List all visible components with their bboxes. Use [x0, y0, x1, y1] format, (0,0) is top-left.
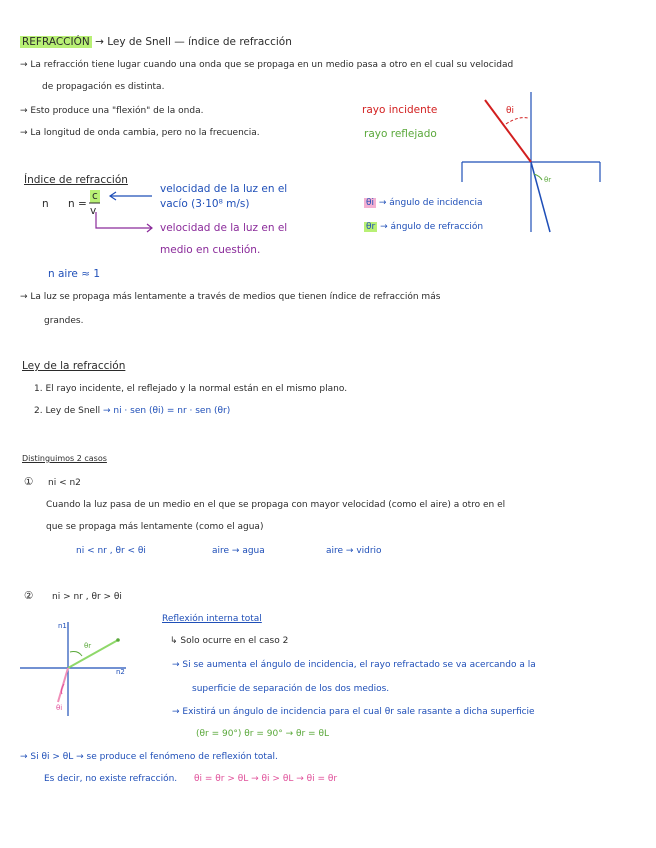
formula-n: n =	[68, 198, 87, 210]
v-description-1: velocidad de la luz en el	[160, 222, 288, 234]
formula-c: c	[92, 190, 98, 202]
c-description-2: vacío (3·10⁸ m/s)	[160, 198, 250, 210]
index-note-1: → La luz se propaga más lentamente a través de medios que tienen índice de refracción más	[20, 292, 441, 302]
legend-i-text: → ángulo de incidencia	[378, 198, 483, 208]
index-note-1b: grandes.	[44, 316, 84, 326]
case-2-number: ②	[24, 590, 34, 602]
tir-heading: Reflexión interna total	[162, 614, 262, 624]
case-2-condition: ni > nr , θr > θi	[52, 592, 122, 602]
intro-line-2: → Esto produce una "flexión" de la onda.	[20, 106, 204, 116]
case2-theta-i: θi	[56, 704, 63, 712]
cases-heading: Distinguimos 2 casos	[22, 454, 107, 463]
reflected-ray-label: rayo reflejado	[364, 128, 437, 140]
case-1-example-1: aire → agua	[212, 546, 265, 556]
law-item-1: 1. El rayo incidente, el reflejado y la normal están en el mismo plano.	[34, 384, 348, 394]
law-item-2-label: 2. Ley de Snell	[34, 406, 101, 416]
final-line-1: → Si θi > θL → se produce el fenómeno de reflexión total.	[20, 752, 278, 762]
formula-v: v	[90, 205, 97, 217]
incident-ray	[485, 100, 531, 162]
tir-line-3b: (θr = 90°) θr = 90° → θr = θL	[196, 729, 329, 739]
intro-line-1b: de propagación es distinta.	[42, 82, 165, 92]
case2-theta-r: θr	[84, 642, 92, 650]
legend-r-symbol: θr	[366, 222, 376, 232]
c-description-1: velocidad de la luz en el	[160, 183, 288, 195]
case-1-number: ①	[24, 476, 34, 488]
final-line-2-text: Es decir, no existe refracción.	[44, 774, 178, 784]
final-equation: θi = θr > θL → θi > θL → θi = θr	[194, 774, 338, 784]
refracted-ray	[531, 162, 550, 232]
tir-line-1: ↳ Solo ocurre en el caso 2	[170, 636, 289, 646]
index-heading: Índice de refracción	[24, 174, 128, 186]
refracted-ray-tip	[116, 638, 120, 642]
tir-line-3: → Existirá un ángulo de incidencia para el cual θr sale rasante a dicha superficie	[172, 707, 535, 717]
legend-i-symbol: θi	[366, 198, 375, 208]
case-1-text-1: Cuando la luz pasa de un medio en el que se propaga con mayor velocidad (como el aire) a otro en el	[46, 500, 506, 510]
case-1-relation: ni < nr , θr < θi	[76, 546, 146, 556]
v-description-2: medio en cuestión.	[160, 244, 261, 256]
axis-n1-label: n1	[58, 622, 67, 630]
n-air: n aire ≈ 1	[48, 268, 101, 280]
incident-ray-label: rayo incidente	[362, 104, 438, 116]
intro-line-3: → La longitud de onda cambia, pero no la frecuencia.	[20, 128, 260, 138]
axis-n2-label: n2	[116, 668, 125, 676]
intro-line-1: → La refracción tiene lugar cuando una onda que se propaga en un medio pasa a otro en el cual su velocidad	[20, 60, 514, 70]
theta-i-label: θi	[506, 106, 515, 116]
tir-line-2: → Si se aumenta el ángulo de incidencia, el rayo refractado se va acercando a la	[172, 660, 536, 670]
case-1-condition: ni < n2	[48, 478, 81, 488]
title-tag: REFRACCIÓN	[22, 36, 90, 48]
refracted-ray-case2	[68, 640, 118, 668]
case-1-text-2: que se propaga más lentamente (como el agua)	[46, 522, 264, 532]
tir-line-2b: superficie de separación de los dos medios.	[192, 684, 390, 694]
legend-r-text: → ángulo de refracción	[380, 222, 484, 232]
case-1-example-2: aire → vidrio	[326, 546, 382, 556]
theta-r-label: θr	[544, 176, 552, 184]
law-heading: Ley de la refracción	[22, 360, 126, 372]
snell-formula: → ni · sen (θi) = nr · sen (θr)	[102, 406, 231, 416]
v-arrow	[96, 212, 152, 228]
case2-arc-r	[70, 652, 82, 657]
n-symbol: n	[42, 198, 49, 210]
title-rest: → Ley de Snell — índice de refracción	[95, 36, 292, 48]
incidence-arc	[506, 118, 528, 124]
